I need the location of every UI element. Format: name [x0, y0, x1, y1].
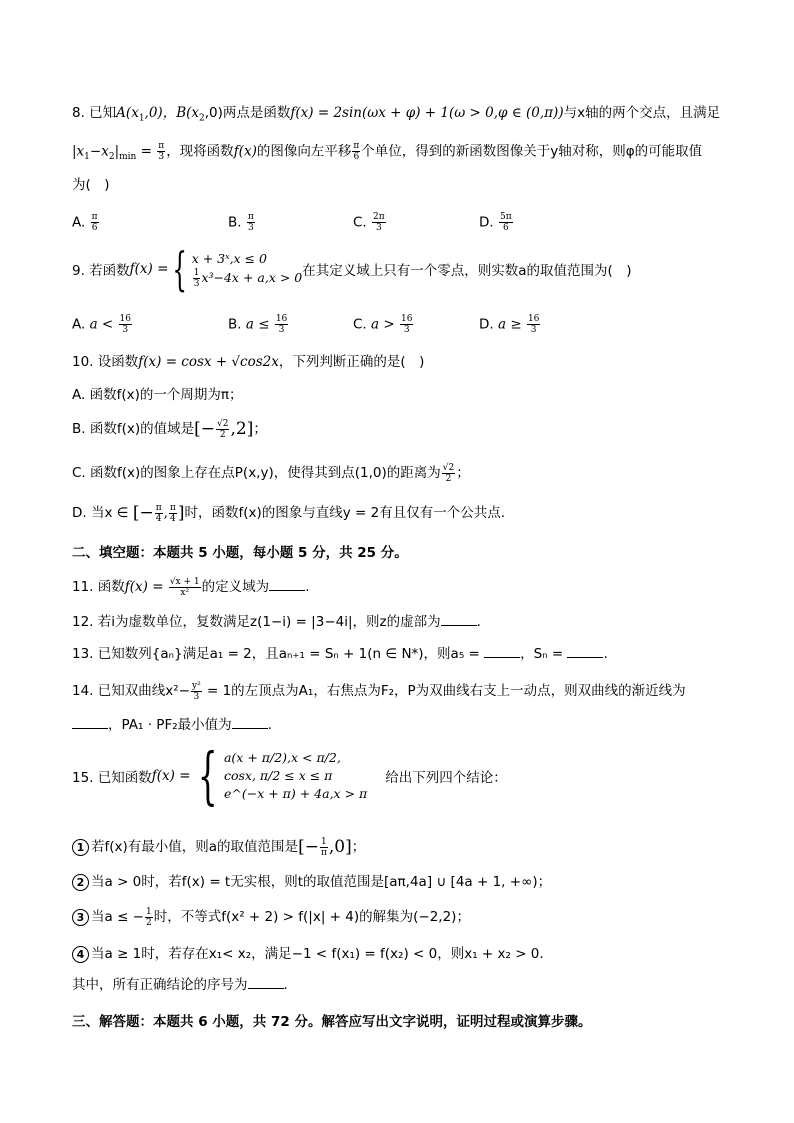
option-label: D.	[479, 214, 494, 231]
q11-answer-blank[interactable]	[269, 578, 305, 591]
frac-den: 3	[247, 223, 254, 233]
frac-num: 1	[145, 906, 152, 917]
q12-answer-blank[interactable]	[441, 613, 477, 626]
frac-den: 3	[122, 325, 129, 335]
q15-text: 15. 已知函数	[72, 770, 152, 786]
q9-text: 9. 若函数	[72, 263, 130, 279]
q10-text: 10. 设函数	[72, 354, 139, 370]
q8-line1: 8. 已知$A(x_1,0)$，$B(x_2,0)$两点是函数f(x) = 2sin(ωx + φ) + 1(ω > 0,φ ∈ (0,π))与x轴的两个交点，且满足	[72, 105, 721, 124]
frac-den: 3	[530, 325, 537, 335]
q10-option-c[interactable]	[72, 462, 470, 484]
q15-c3-text: 当a ≤ −	[91, 909, 144, 925]
frac-den: 3	[403, 325, 410, 335]
circled-number-1: 1	[72, 839, 89, 856]
q8-eq: =	[136, 143, 157, 160]
q8-frac-num: π	[158, 141, 165, 151]
section-solution-heading: 三、解答题：本题共 6 小题，共 72 分。解答应写出文字说明，证明过程或演算步骤。	[72, 1014, 592, 1030]
q9-option-d[interactable]	[479, 314, 541, 335]
q10-optd-end: 时，函数f(x)的图象与直线y = 2有且仅有一个公共点.	[184, 505, 506, 521]
q11-end: .	[305, 579, 310, 595]
frac-num: π	[91, 212, 98, 222]
frac-num: π	[169, 502, 176, 513]
q9-text2: 在其定义域上只有一个零点，则实数a的取值范围为( )	[302, 263, 632, 279]
q12-text: 12. 若i为虚数单位，复数满足z(1−i) = |3−4i|，则z的虚部为	[72, 614, 441, 630]
q8-text4: ，现将函数	[166, 143, 234, 160]
q15-c3-text2: 时，不等式f(x² + 2) > f(|x| + 4)的解集为(−2,2)；	[153, 909, 470, 925]
q8-option-b[interactable]	[228, 212, 256, 233]
q8-text2: ,0)两点是函数	[204, 105, 291, 121]
q15-case1: a(x + π/2),x < π/2,	[223, 750, 341, 765]
q15-fx: f(x) =	[151, 768, 191, 784]
frac-num: 16	[119, 314, 131, 324]
q8-abs2: −x	[89, 143, 109, 160]
frac-den: 3	[193, 691, 200, 702]
q14-line1	[72, 680, 686, 702]
option-rel: a ≥	[497, 316, 522, 333]
q13	[72, 645, 608, 663]
frac-num: 16	[400, 314, 413, 324]
q9-option-a[interactable]	[72, 314, 133, 335]
q15-c1-bracket: [−	[298, 837, 319, 857]
q8-line2: $|x_1-x_2|_{min}$ = $\frac{\pi}{3}$ ，现将函数f(x)的图像向左平移 $\frac{\pi}{6}$ 个单位，得到的新函数图像关于y轴对称，则φ的可能取值	[72, 141, 703, 163]
option-rel: a >	[371, 316, 395, 333]
circled-number-2: 2	[72, 874, 89, 891]
q14-text: 14. 已知双曲线x²−	[72, 683, 190, 699]
q11-fx: f(x) =	[124, 579, 168, 595]
q9-case1: x + 3ˣ,x ≤ 0	[191, 250, 267, 266]
frac-den: x²	[180, 587, 190, 598]
option-label: C.	[353, 214, 367, 231]
q15-text2: 给出下列四个结论：	[385, 770, 507, 786]
q8-option-d[interactable]	[479, 212, 514, 233]
option-label: C.	[353, 316, 367, 333]
q10-option-b[interactable]	[72, 418, 267, 440]
frac-num: π	[155, 502, 162, 513]
frac-den: 3	[375, 223, 382, 233]
q15-end: .	[283, 977, 288, 993]
q15-c1-bracket2: ,0]	[328, 837, 352, 857]
q15-conclusion-2	[72, 873, 551, 891]
q15-c1-text: 若f(x)有最小值，则a的取值范围是	[91, 839, 299, 855]
q10-optd-bracket2: ]	[177, 503, 185, 523]
q10-optb-end: ；	[253, 421, 267, 437]
q9-cases	[192, 250, 303, 289]
q8-line3: 为( )	[72, 177, 110, 193]
q12	[72, 613, 481, 631]
q10-optc-text: C. 函数f(x)的图象上存在点P(x,y)，使得其到点(1,0)的距离为	[72, 465, 441, 481]
q15-conclusion-text: 其中，所有正确结论的序号为	[72, 977, 248, 993]
q8-point-a: A(x	[116, 105, 139, 121]
frac-den: 4	[155, 513, 162, 524]
frac-den: 6	[502, 223, 509, 233]
q10-stem	[72, 353, 424, 371]
option-rel: a <	[89, 316, 114, 333]
q9-option-c[interactable]	[353, 314, 414, 335]
circled-number-3: 3	[72, 909, 89, 926]
q11-text2: 的定义域为	[201, 579, 270, 595]
q15-case2: cosx, π/2 ≤ x ≤ π	[223, 768, 333, 783]
q15-conclusion-1	[72, 836, 365, 858]
frac-den: 3	[278, 325, 285, 335]
option-label: B.	[228, 214, 242, 231]
q10-option-a[interactable]: A. 函数f(x)的一个周期为π；	[72, 387, 243, 403]
q10-optb-text: B. 函数f(x)的值域是	[72, 421, 195, 437]
q8-point-a-end: ,0)，	[144, 105, 177, 121]
frac-num: √2	[442, 462, 455, 473]
frac-num: y²	[191, 680, 201, 691]
q11	[72, 576, 309, 598]
frac-den: π	[320, 847, 327, 858]
option-label: A.	[72, 214, 86, 231]
q8-min: min	[119, 152, 137, 163]
frac-den: 6	[91, 223, 98, 233]
option-rel: a ≤	[245, 316, 270, 333]
q10-optd-text: D. 当x ∈	[72, 505, 133, 521]
q15-c1-end: ；	[351, 839, 366, 855]
q15-cases	[224, 749, 367, 803]
q10-text2: ，下列判断正确的是( )	[278, 354, 425, 370]
q15-conclusion-prompt	[72, 976, 288, 994]
q9-case2: x³−4x + a,x > 0	[201, 269, 303, 285]
q8-abs3: |	[114, 143, 120, 160]
q14-end: .	[267, 717, 272, 733]
section-fill-in-heading: 二、填空题：本题共 5 小题，每小题 5 分，共 25 分。	[72, 545, 408, 561]
q10-function: f(x) = cosx + √cos2x	[138, 354, 279, 370]
q14-answer-blank-1[interactable]	[72, 716, 108, 729]
q10-optc-end: ；	[456, 465, 470, 481]
option-label: D.	[479, 316, 494, 333]
frac-num: √2	[217, 418, 229, 429]
option-label: B.	[228, 316, 242, 333]
q9-case2-num: 1	[193, 267, 200, 278]
q8-option-a[interactable]	[72, 212, 100, 233]
frac-den: 4	[170, 513, 176, 524]
q14-text3: ，PA₁ · PF₂最小值为	[108, 717, 232, 733]
q10-optd-bracket: [−	[132, 503, 154, 523]
q9-case2-den: 3	[193, 278, 200, 289]
q8-option-c[interactable]	[353, 212, 387, 233]
frac-num: 16	[527, 314, 540, 324]
q8-frac2-num: π	[353, 141, 360, 151]
q14-line2	[72, 716, 272, 734]
q15-case3: e^(−x + π) + 4a,x > π	[223, 786, 368, 801]
q9-brace: {	[172, 242, 188, 296]
q10-option-d[interactable]: D. 当x ∈ [− $\frac{\pi}{4}$ , $\frac{\pi}{4}$ ]时，函数f(x)的图象与直线y = 2有且仅有一个公共点.	[72, 502, 506, 524]
frac-num: 1	[321, 836, 327, 847]
q10-optb-bracket2: ,2]	[230, 419, 254, 439]
q13-text2: ，Sₙ =	[520, 646, 568, 662]
q12-end: .	[476, 614, 481, 630]
q9-stem	[72, 242, 632, 296]
q14-answer-blank-2[interactable]	[232, 716, 268, 729]
q11-text: 11. 函数	[72, 579, 125, 595]
q8-frac-den: 3	[158, 152, 165, 162]
q8-text3: 与x轴的两个交点，且满足	[563, 105, 721, 121]
q13-answer-blank-1[interactable]	[484, 645, 520, 658]
q8-text6: 个单位，得到的新函数图像关于y轴对称，则φ的可能取值	[361, 143, 703, 160]
option-label: A.	[72, 316, 86, 333]
q15-c2-text: 当a > 0时，若f(x) = t无实根，则t的取值范围是[aπ,4a] ∪ [4a + 1, +∞)；	[91, 874, 552, 890]
q9-option-b[interactable]	[228, 314, 289, 335]
frac-den: 2	[145, 917, 152, 928]
frac-num: 16	[275, 314, 288, 324]
q8-fx: f(x)	[233, 143, 257, 160]
q15-brace: {	[197, 739, 218, 812]
frac-den: 2	[219, 429, 226, 440]
q8-text5: 的图像向左平移	[256, 143, 352, 160]
q8-frac2-den: 6	[353, 152, 360, 162]
circled-number-4: 4	[72, 946, 89, 963]
frac-num: 2π	[373, 212, 385, 222]
q15-conclusion-3	[72, 906, 470, 928]
q15-stem	[72, 739, 507, 812]
frac-num: √x + 1	[169, 576, 200, 587]
q14-text2: = 1的左顶点为A₁，右焦点为F₂，P为双曲线右支上一动点，则双曲线的渐近线为	[202, 683, 686, 699]
frac-den: 2	[445, 473, 452, 484]
q13-answer-blank-2[interactable]	[567, 645, 603, 658]
q8-abs: |x	[72, 143, 85, 160]
q15-conclusion-4	[72, 945, 544, 963]
frac-num: 5π	[499, 212, 512, 222]
q13-end: .	[603, 646, 608, 662]
q8-function: f(x) = 2sin(ωx + φ) + 1(ω > 0,φ ∈ (0,π))	[290, 105, 564, 121]
q15-c4-text: 当a ≥ 1时，若存在x₁< x₂，满足−1 < f(x₁) = f(x₂) < 0，则x₁ + x₂ > 0.	[91, 946, 544, 962]
q10-optb-bracket: [−	[194, 419, 216, 439]
q9-fx: f(x) =	[129, 261, 169, 277]
q8-text: 8. 已知	[72, 105, 117, 121]
q8-point-b: B(x	[176, 105, 200, 121]
q15-answer-blank[interactable]	[248, 976, 284, 989]
frac-num: π	[247, 212, 254, 222]
q13-text: 13. 已知数列{aₙ}满足a₁ = 2，且aₙ₊₁ = Sₙ + 1(n ∈ N*)，则a₅ =	[72, 646, 485, 662]
